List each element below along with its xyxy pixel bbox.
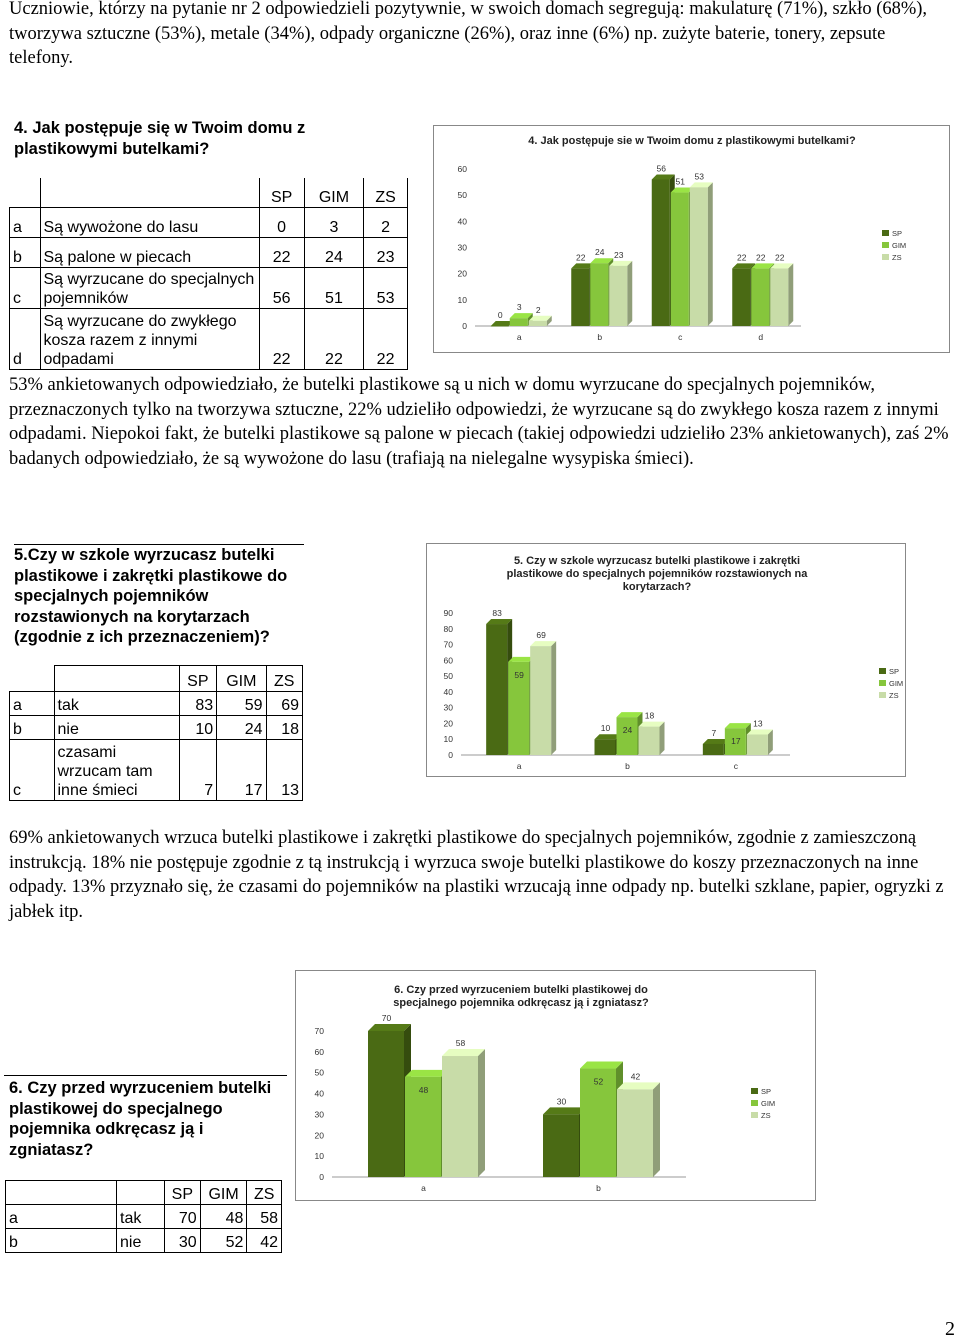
legend-swatch-sp [879, 668, 886, 674]
x-tick-label: b [596, 1183, 601, 1193]
table-header-row [6, 1181, 282, 1205]
y-tick-label: 10 [443, 734, 453, 745]
value-sp: 56 [259, 267, 304, 308]
row-key: d [10, 308, 41, 369]
data-label: 59 [514, 669, 524, 680]
col-header-sp: SP [165, 1181, 201, 1205]
row-key: a [10, 207, 41, 237]
value-sp: 10 [179, 716, 217, 740]
q5-table [9, 665, 303, 801]
q4-heading: 4. Jak postępuje się w Twoim domu z plastikowymi butelkami? [14, 119, 306, 158]
bar-gim-a [510, 318, 528, 326]
data-label: 23 [614, 249, 624, 260]
legend-swatch-zs [879, 692, 886, 698]
col-header-gim: GIM [217, 666, 266, 692]
data-label: 13 [753, 718, 763, 729]
table-row [10, 207, 408, 237]
legend-label: SP [761, 1087, 772, 1096]
table-header-row [10, 666, 303, 692]
legend-swatch-gim [751, 1100, 758, 1106]
y-tick-label: 40 [314, 1088, 324, 1099]
legend-label: SP [889, 667, 900, 676]
row-key: a [6, 1205, 117, 1229]
q5-summary: 69% ankietowanych wrzuca butelki plastikowe i zakrętki plastikowe do specjalnych pojemników, zgodnie z zamieszczoną instrukcją. 18% nie postępuje zgodnie z tą instrukcją i wyrzuca swoje butelki plastikowe do koszy przeznaczonych na inne odpady. 13% przyznało się, że czasami do pojemników na plastiki wrzucają inne odpady np. butelki szklane, papier, ogryzki z jabłek itp. [9, 828, 944, 922]
table-row [10, 237, 408, 267]
col-header-sp: SP [179, 666, 217, 692]
row-label: nie [117, 1229, 165, 1253]
data-label: 18 [644, 710, 655, 721]
value-sp: 7 [179, 740, 217, 801]
data-label: 22 [576, 252, 586, 263]
bar-gim-c [671, 193, 689, 326]
bar-sp-a [486, 624, 507, 755]
data-label: 3 [516, 302, 522, 313]
value-zs: 18 [266, 716, 302, 740]
bar-zs-d [770, 268, 788, 326]
q4-summary: 53% ankietowanych odpowiedziało, że butelki plastikowe są u nich w domu wyrzucane do specjalnych pojemników, przeznaczonych tylko na tworzywa sztuczne, 22% udzieliło odpowiedzi, że wyrzucane są do zwykłego kosza razem z innymi odpadami. Niepokoi fakt, że butelki plastikowe są palone w piecach (takiej odpowiedzi udzieliło 23% ankietowanych), zaś 2% badanych odpowiedziało, że są wywożone do lasu (trafiają na nielegalne wysypiska śmieci). [9, 375, 949, 469]
bar-sp-c [703, 744, 724, 755]
y-tick-label: 0 [319, 1172, 324, 1182]
chart-title: korytarzach? [622, 581, 692, 593]
row-label: tak [117, 1205, 165, 1229]
row-key: a [10, 692, 55, 716]
q5-heading: 5.Czy w szkole wyrzucasz butelki plastikowe i zakrętki plastikowe do specjalnych pojemników rozstawionych na korytarzach (zgodnie z ich przeznaczeniem)? [14, 544, 304, 648]
x-tick-label: a [516, 332, 522, 342]
data-label: 24 [595, 247, 605, 258]
x-tick-label: a [421, 1183, 426, 1193]
bar-sp-b [595, 739, 616, 755]
data-label: 42 [630, 1071, 641, 1082]
value-zs: 69 [266, 692, 302, 716]
bar-side [627, 261, 632, 326]
bar-zs-a [442, 1056, 478, 1177]
intro-paragraph: Uczniowie, którzy na pytanie nr 2 odpowiedzieli pozytywnie, w swoich domach segregują: makulaturę (71%), szkło (68%), tworzywa sztuczne (53%), metale (34%), odpady organiczne (26%), oraz inne (6%) np. zużyte baterie, tonery, zepsute telefony. [9, 0, 928, 68]
y-tick-label: 60 [314, 1046, 324, 1057]
col-header-gim: GIM [304, 178, 363, 207]
data-label: 51 [675, 176, 685, 187]
q6-heading: 6. Czy przed wyrzuceniem butelki plastikowej do specjalnego pojemnika odkręcasz ją i zgniatasz? [4, 1075, 287, 1162]
legend-label: GIM [889, 679, 904, 688]
table-header-row [10, 178, 408, 207]
q4-chart-svg [434, 126, 949, 352]
x-tick-label: c [733, 761, 738, 771]
legend-label: ZS [761, 1111, 771, 1120]
y-tick-label: 80 [443, 623, 453, 634]
y-tick-label: 30 [457, 242, 467, 253]
value-gim: 52 [200, 1229, 247, 1253]
y-tick-label: 10 [314, 1151, 324, 1162]
data-label: 48 [418, 1084, 429, 1095]
data-label: 58 [455, 1038, 466, 1049]
q6-chart [295, 970, 816, 1201]
bar-sp-c [652, 179, 670, 326]
y-tick-label: 50 [314, 1067, 324, 1078]
value-zs: 58 [247, 1205, 282, 1229]
row-label: tak [54, 692, 179, 716]
table-row [10, 716, 303, 740]
bar-gim-d [751, 268, 769, 326]
value-gim: 3 [304, 207, 363, 237]
bar-gim-b [590, 263, 608, 326]
value-zs: 22 [364, 308, 408, 369]
x-tick-label: d [758, 332, 764, 342]
bar-zs-a [529, 321, 547, 326]
chart-title: specjalnego pojemnika odkręcasz ją i zgniatasz? [393, 997, 649, 1009]
y-tick-label: 30 [314, 1109, 324, 1120]
bar-sp-d [732, 268, 750, 326]
y-tick-label: 20 [314, 1130, 324, 1141]
bar-gim-b [617, 717, 638, 755]
y-tick-label: 20 [457, 268, 467, 279]
row-label: Są wyrzucane do specjalnych pojemników [40, 267, 259, 308]
y-tick-label: 70 [314, 1026, 324, 1036]
value-gim: 24 [217, 716, 266, 740]
y-tick-label: 50 [443, 671, 453, 682]
bar-side [551, 641, 556, 755]
q4-chart [433, 125, 950, 353]
y-tick-label: 40 [457, 216, 467, 227]
value-zs: 2 [364, 207, 408, 237]
value-gim: 24 [304, 237, 363, 267]
x-tick-label: b [625, 761, 630, 771]
legend-label: ZS [889, 691, 899, 700]
col-header-zs: ZS [364, 178, 408, 207]
bar-sp-b [571, 268, 589, 326]
data-label: 30 [556, 1096, 567, 1107]
row-key: b [10, 716, 55, 740]
data-label: 7 [711, 727, 717, 738]
row-key: b [6, 1229, 117, 1253]
y-tick-label: 70 [443, 639, 453, 650]
col-header-zs: ZS [247, 1181, 282, 1205]
legend-label: GIM [761, 1099, 776, 1108]
value-sp: 70 [165, 1205, 201, 1229]
data-label: 24 [622, 725, 633, 736]
table-row [10, 267, 408, 308]
value-sp: 22 [259, 237, 304, 267]
value-zs: 42 [247, 1229, 282, 1253]
bar-zs-a [530, 646, 551, 755]
value-zs: 23 [364, 237, 408, 267]
value-zs: 53 [364, 267, 408, 308]
data-label: 0 [497, 310, 503, 320]
y-tick-label: 20 [443, 718, 453, 729]
value-sp: 22 [259, 308, 304, 369]
value-gim: 22 [304, 308, 363, 369]
bar-zs-c [747, 734, 768, 755]
x-tick-label: b [597, 332, 603, 342]
q4-table [9, 178, 408, 370]
bar-side [660, 722, 665, 755]
bar-top [617, 1082, 660, 1089]
row-label: Są wyrzucane do zwykłego kosza razem z innymi odpadami [40, 308, 259, 369]
legend-swatch-gim [882, 242, 889, 248]
row-key: c [10, 267, 41, 308]
col-header-zs: ZS [266, 666, 302, 692]
y-tick-label: 0 [462, 321, 467, 331]
row-key: c [10, 740, 55, 801]
y-tick-label: 60 [443, 655, 453, 666]
bar-top [405, 1070, 448, 1077]
value-sp: 0 [259, 207, 304, 237]
x-tick-label: a [516, 761, 522, 771]
row-label: czasami wrzucam tam inne śmieci [54, 740, 179, 801]
row-label: Są palone w piecach [40, 237, 259, 267]
value-gim: 17 [217, 740, 266, 801]
bar-zs-c [690, 187, 708, 326]
value-gim: 51 [304, 267, 363, 308]
data-label: 10 [600, 723, 611, 734]
bar-top [442, 1049, 485, 1056]
col-header-sp: SP [259, 178, 304, 207]
value-gim: 48 [200, 1205, 247, 1229]
chart-title: 5. Czy w szkole wyrzucasz butelki plastikowe i zakrętki [513, 555, 801, 567]
q6-table [5, 1180, 282, 1253]
q6-chart-svg [296, 971, 815, 1200]
value-gim: 59 [217, 692, 266, 716]
value-sp: 83 [179, 692, 217, 716]
bar-sp-a [491, 326, 509, 327]
data-label: 17 [731, 736, 741, 747]
legend-swatch-zs [751, 1112, 758, 1118]
table-row [10, 740, 303, 801]
value-zs: 13 [266, 740, 302, 801]
value-sp: 30 [165, 1229, 201, 1253]
data-label: 56 [656, 163, 666, 174]
legend-swatch-gim [879, 680, 886, 686]
bar-sp-a [368, 1031, 404, 1177]
row-label: Są wywożone do lasu [40, 207, 259, 237]
legend-swatch-zs [882, 254, 889, 260]
bar-top [580, 1062, 623, 1069]
bar-zs-b [639, 727, 660, 755]
col-header-gim: GIM [200, 1181, 247, 1205]
y-tick-label: 60 [457, 164, 467, 174]
y-tick-label: 0 [448, 750, 453, 760]
y-tick-label: 40 [443, 686, 453, 697]
chart-title: 4. Jak postępuje sie w Twoim domu z plastikowymi butelkami? [528, 135, 856, 147]
x-tick-label: c [678, 332, 683, 342]
data-label: 22 [737, 252, 747, 263]
table-row [6, 1229, 282, 1253]
bar-top [368, 1024, 411, 1031]
y-tick-label: 50 [457, 190, 467, 201]
bar-side [478, 1049, 485, 1177]
row-key: b [10, 237, 41, 267]
legend-label: ZS [892, 253, 902, 262]
legend-label: GIM [892, 241, 907, 250]
data-label: 70 [381, 1013, 392, 1023]
y-tick-label: 10 [457, 294, 467, 305]
y-tick-label: 90 [443, 608, 453, 618]
q5-chart-svg [427, 544, 905, 776]
data-label: 83 [492, 608, 502, 619]
legend-label: SP [892, 229, 903, 238]
legend-swatch-sp [882, 230, 889, 236]
data-label: 2 [535, 304, 541, 315]
table-row [10, 692, 303, 716]
table-row [10, 308, 408, 369]
legend-swatch-sp [751, 1088, 758, 1094]
bar-zs-b [617, 1089, 653, 1177]
data-label: 22 [775, 252, 785, 263]
bar-top [543, 1107, 586, 1114]
y-tick-label: 30 [443, 702, 453, 713]
chart-title: plastikowe do specjalnych pojemników rozstawionych na [506, 568, 808, 580]
data-label: 69 [536, 630, 546, 641]
data-label: 22 [756, 252, 766, 263]
row-label: nie [54, 716, 179, 740]
bar-side [708, 182, 713, 326]
data-label: 52 [593, 1076, 604, 1087]
q5-chart [426, 543, 906, 777]
page-number: 2 [945, 1318, 955, 1340]
bar-sp-b [543, 1114, 579, 1177]
table-row [6, 1205, 282, 1229]
data-label: 53 [694, 171, 704, 182]
chart-title: 6. Czy przed wyrzuceniem butelki plastikowej do [394, 984, 648, 996]
bar-zs-b [609, 266, 627, 326]
bar-side [788, 263, 793, 326]
bar-side [653, 1082, 660, 1177]
